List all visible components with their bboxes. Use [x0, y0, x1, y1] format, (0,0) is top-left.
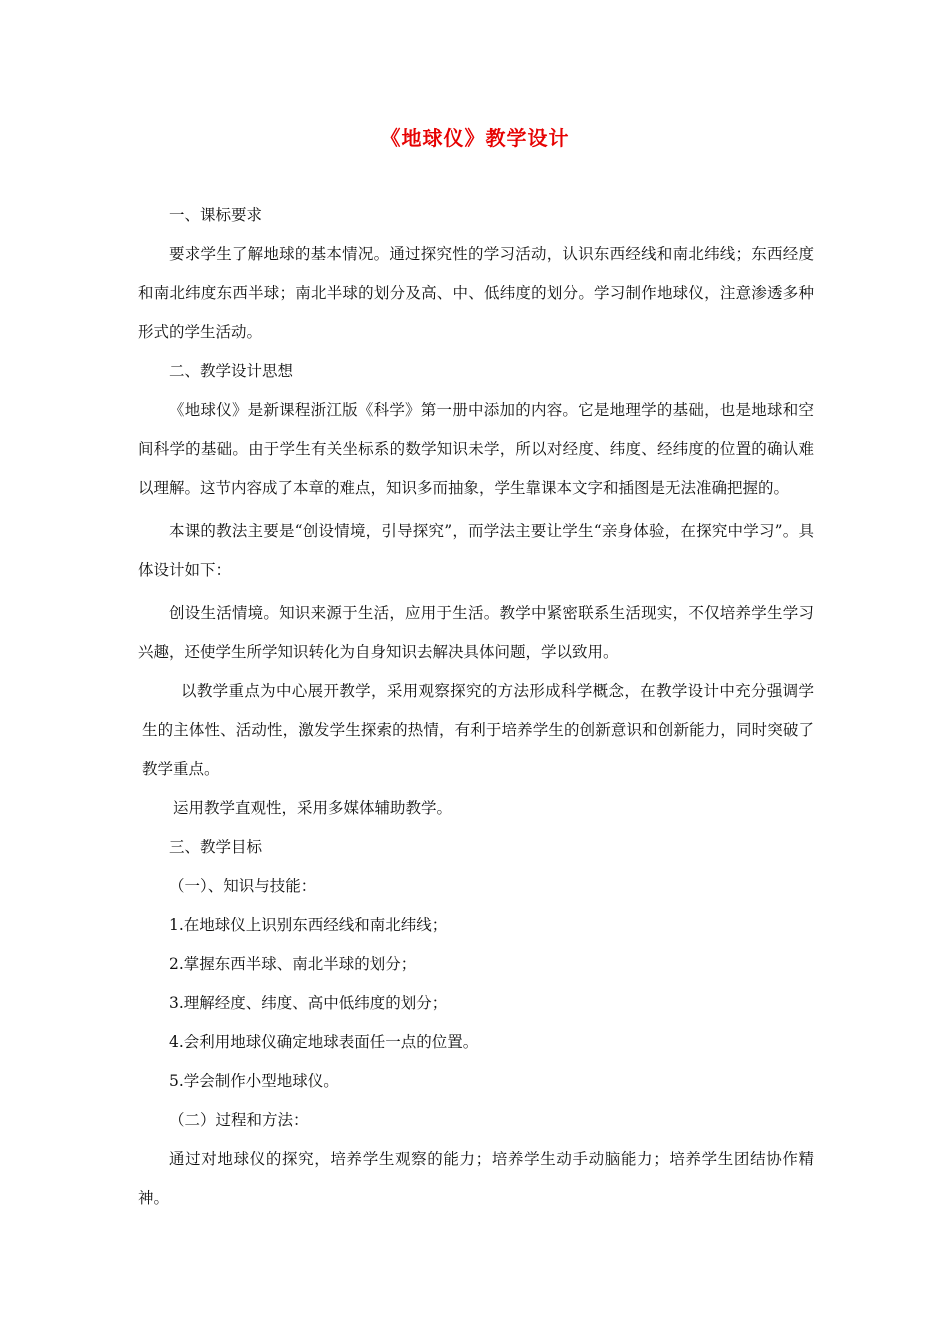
- paragraph-multimedia: 运用教学直观性，采用多媒体辅助教学。: [173, 799, 453, 817]
- section-heading-objectives: 三、教学目标: [169, 838, 263, 856]
- subheading-knowledge-skills: （一）、知识与技能：: [169, 877, 317, 895]
- paragraph-key-points: 以教学重点为中心展开教学，采用观察探究的方法形成科学概念，在教学设计中充分强调学生的主体性、活动性，激发学生探索的热情，有利于培养学生的创新意识和创新能力，同时突破了教学重点。: [142, 682, 814, 778]
- paragraph-life-context: 创设生活情境。知识来源于生活，应用于生活。教学中紧密联系生活现实，不仅培养学生学习兴趣，还使学生所学知识转化为自身知识去解决具体问题，学以致用。: [138, 604, 814, 661]
- list-item-5: 5.学会制作小型地球仪。: [169, 1072, 339, 1090]
- list-item-2: 2.掌握东西半球、南北半球的划分；: [169, 955, 417, 973]
- paragraph-design-intro: 《地球仪》是新课程浙江版《科学》第一册中添加的内容。它是地理学的基础，也是地球和空间科学的基础。由于学生有关坐标系的数学知识未学，所以对经度、纬度、经纬度的位置的确认难以理解。这节内容成了本章的难点，知识多而抽象，学生靠课本文字和插图是无法准确把握的。: [138, 401, 814, 497]
- paragraph-standards: 要求学生了解地球的基本情况。通过探究性的学习活动，认识东西经线和南北纬线；东西经度和南北纬度东西半球；南北半球的划分及高、中、低纬度的划分。学习制作地球仪，注意渗透多种形式的学生活动。: [138, 245, 814, 341]
- document-body: [138, 196, 814, 1218]
- list-item-3: 3.理解经度、纬度、高中低纬度的划分；: [169, 994, 448, 1012]
- section-heading-standards: 一、课标要求: [169, 206, 263, 224]
- subheading-process-methods: （二）过程和方法：: [169, 1111, 309, 1129]
- paragraph-teaching-method: 本课的教法主要是“创设情境，引导探究”，而学法主要让学生“亲身体验，在探究中学习”。具体设计如下：: [138, 522, 814, 579]
- paragraph-process-methods: 通过对地球仪的探究，培养学生观察的能力；培养学生动手动脑能力；培养学生团结协作精神。: [138, 1150, 814, 1207]
- document-title: 《地球仪》教学设计: [380, 126, 570, 150]
- section-heading-design-thinking: 二、教学设计思想: [169, 362, 294, 380]
- list-item-1: 1.在地球仪上识别东西经线和南北纬线；: [169, 916, 448, 934]
- list-item-4: 4.会利用地球仪确定地球表面任一点的位置。: [169, 1033, 479, 1051]
